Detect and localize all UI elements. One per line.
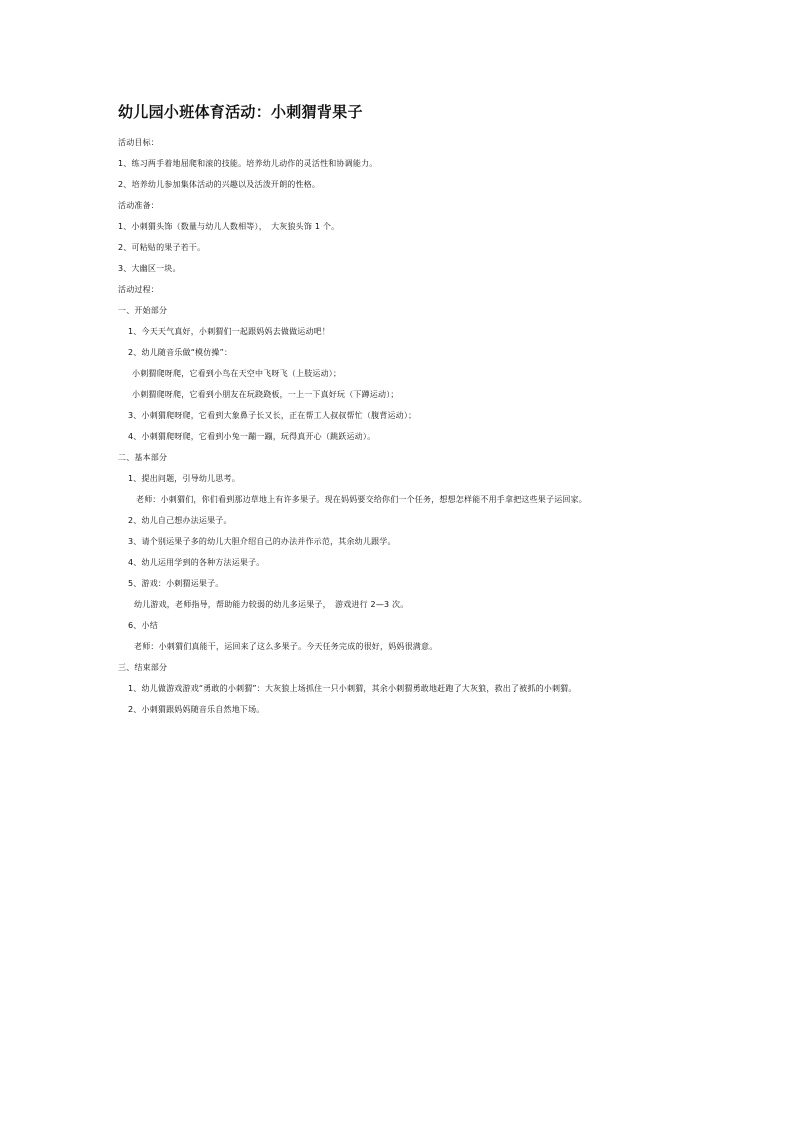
basic-step-5: 5、游戏：小刺猬运果子。 — [128, 579, 224, 588]
section-heading-goals: 活动目标： — [118, 138, 159, 147]
game-note: 幼儿游戏，老师指导，帮助能力较弱的幼儿多运果子， 游戏进行 2—3 次。 — [134, 600, 409, 609]
ending-step-1: 1、幼儿做游戏游戏“勇敢的小刺猬”：大灰狼上场抓住一只小刺猬，其余小刺猬勇敢地赶跑了大灰狼，救出了被抓的小刺猬。 — [128, 684, 577, 693]
basic-step-2: 2、幼儿自己想办法运果子。 — [128, 516, 232, 525]
preparation-item-2: 2、可粘贴的果子若干。 — [118, 243, 206, 252]
teacher-summary: 老师：小刺猬们真能干，运回来了这么多果子。今天任务完成的很好，妈妈很满意。 — [134, 642, 438, 651]
section-heading-process: 活动过程： — [118, 285, 159, 294]
opening-step-1: 1、今天天气真好，小刺猬们一起跟妈妈去做做运动吧！ — [128, 327, 331, 336]
basic-step-6: 6、小结 — [128, 621, 158, 630]
basic-step-1: 1、提出问题，引导幼儿思考。 — [128, 474, 240, 483]
document-body — [118, 102, 768, 720]
basic-step-3: 3、请个别运果子多的幼儿大胆介绍自己的办法并作示范，其余幼儿跟学。 — [128, 537, 396, 546]
basic-step-4: 4、幼儿运用学到的各种方法运果子。 — [128, 558, 265, 567]
part-heading-opening: 一、开始部分 — [118, 306, 168, 315]
preparation-item-1: 1、小刺猬头饰（数量与幼儿人数相等）， 大灰狼头饰 1 个。 — [118, 222, 340, 231]
ending-step-2: 2、小刺猬跟妈妈随音乐自然地下场。 — [128, 705, 265, 714]
part-heading-ending: 三、结束部分 — [118, 663, 168, 672]
preparation-item-3: 3、大幽区一块。 — [118, 264, 181, 273]
opening-step-4: 4、小刺猬爬呀爬，它看到小兔一蹦一蹦，玩得真开心（跳跃运动）。 — [128, 432, 376, 441]
document-title: 幼儿园小班体育活动：小刺猬背果子 — [118, 103, 363, 121]
goal-item-2: 2、培养幼儿参加集体活动的兴趣以及活泼开朗的性格。 — [118, 180, 321, 189]
imitation-exercise-line-2: 小刺猬爬呀爬，它看到小朋友在玩跷跷板，一上一下真好玩（下蹲运动）； — [132, 390, 399, 399]
part-heading-basic: 二、基本部分 — [118, 453, 168, 462]
opening-step-3: 3、小刺猬爬呀爬，它看到大象鼻子长又长，正在帮工人叔叔帮忙（腹背运动）； — [128, 411, 417, 420]
imitation-exercise-line-1: 小刺猬爬呀爬，它看到小鸟在天空中飞呀飞（上肢运动）； — [132, 369, 342, 378]
opening-step-2: 2、幼儿随音乐做“模仿操”： — [128, 348, 233, 357]
goal-item-1: 1、练习两手着地屈爬和滚的技能。培养幼儿动作的灵活性和协调能力。 — [118, 159, 378, 168]
teacher-prompt-1: 老师：小刺猬们，你们看到那边草地上有许多果子。现在妈妈要交给你们一个任务，想想怎样能不用手拿把这些果子运回家。 — [136, 495, 587, 504]
section-heading-preparation: 活动准备： — [118, 201, 159, 210]
